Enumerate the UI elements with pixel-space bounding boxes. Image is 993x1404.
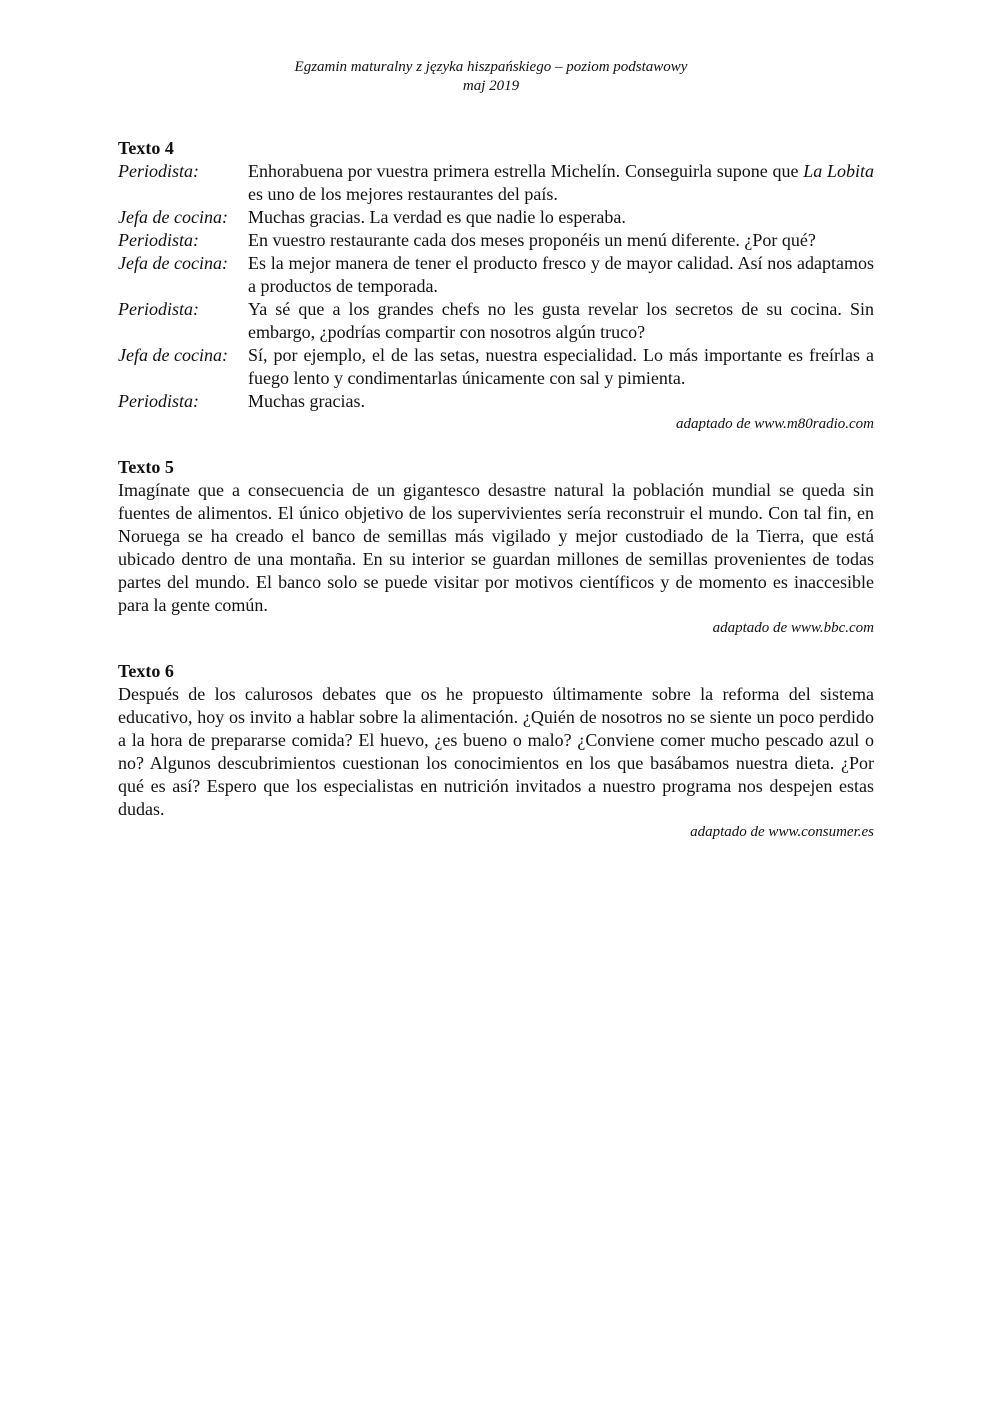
texto-4-title: Texto 4 [118, 138, 174, 158]
dialogue-row [118, 390, 874, 413]
dialogue-speech: Ya sé que a los grandes chefs no les gusta revelar los secretos de su cocina. Sin embargo, ¿podrías compartir con nosotros algún truco? [248, 299, 874, 342]
dialogue-row [118, 160, 874, 206]
header-exam-date: maj 2019 [462, 78, 520, 94]
texto-5-source: adaptado de www.bbc.com [712, 620, 874, 636]
dialogue-speaker: Periodista: [118, 299, 199, 319]
dialogue-row [118, 252, 874, 298]
dialogue-speaker: Jefa de cocina: [118, 253, 228, 273]
speech-text: Enhorabuena por vuestra primera estrella Michelín. Conseguirla supone que [248, 161, 804, 181]
dialogue-speaker: Periodista: [118, 230, 199, 250]
texto-5-body: Imagínate que a consecuencia de un gigantesco desastre natural la población mundial se queda sin fuentes de alimentos. El único objetivo de los supervivientes sería reconstruir el mundo. Con tal fin, en Noruega se ha creado el banco de semillas más vigilado y mejor custodiado de la Tierra, que está ubicado dentro de una montaña. En su interior se guardan millones de semillas provenientes de todas partes del mundo. El banco solo se puede visitar por motivos científicos y de momento es inaccesible para la gente común. [118, 480, 874, 615]
dialogue-speech: Muchas gracias. [248, 391, 365, 411]
dialogue-speech: Muchas gracias. La verdad es que nadie lo esperaba. [248, 207, 626, 227]
texto-6-title: Texto 6 [118, 661, 174, 681]
texto-4-source: adaptado de www.m80radio.com [675, 416, 874, 432]
dialogue-speaker: Jefa de cocina: [118, 207, 228, 227]
dialogue-speech: Sí, por ejemplo, el de las setas, nuestra especialidad. Lo más importante es freírlas a fuego lento y condimentarlas únicamente con sal y pimienta. [248, 345, 874, 388]
dialogue-speech [248, 160, 874, 206]
texto-6-source: adaptado de www.consumer.es [690, 824, 874, 840]
dialogue-speaker: Periodista: [118, 161, 199, 181]
page-header [108, 58, 874, 96]
restaurant-name: La Lobita [803, 161, 874, 181]
dialogue-speech: Es la mejor manera de tener el producto fresco y de mayor calidad. Así nos adaptamos a productos de temporada. [248, 253, 874, 296]
speech-text: es uno de los mejores restaurantes del país. [248, 184, 558, 204]
dialogue-speaker: Jefa de cocina: [118, 345, 228, 365]
texto-6-body: Después de los calurosos debates que os he propuesto últimamente sobre la reforma del sistema educativo, hoy os invito a hablar sobre la alimentación. ¿Quién de nosotros no se siente un poco perdido a la hora de prepararse comida? El huevo, ¿es bueno o malo? ¿Conviene comer mucho pescado azul o no? Algunos descubrimientos cuestionan los conocimientos en los que basábamos nuestra dieta. ¿Por qué es así? Espero que los especialistas en nutrición invitados a nuestro programa nos despejen estas dudas. [118, 684, 874, 819]
dialogue-row [118, 298, 874, 344]
dialogue-speech: En vuestro restaurante cada dos meses proponéis un menú diferente. ¿Por qué? [248, 230, 816, 250]
texto-5-title: Texto 5 [118, 457, 174, 477]
dialogue-row [118, 206, 874, 229]
texto-6-section [118, 660, 874, 842]
dialogue-speaker: Periodista: [118, 391, 199, 411]
dialogue-row [118, 344, 874, 390]
header-exam-title: Egzamin maturalny z języka hiszpańskiego – poziom podstawowy [294, 59, 688, 75]
texto-5-section [118, 456, 874, 638]
exam-page [118, 58, 874, 842]
texto-4-section [118, 137, 874, 434]
dialogue-row [118, 229, 874, 252]
